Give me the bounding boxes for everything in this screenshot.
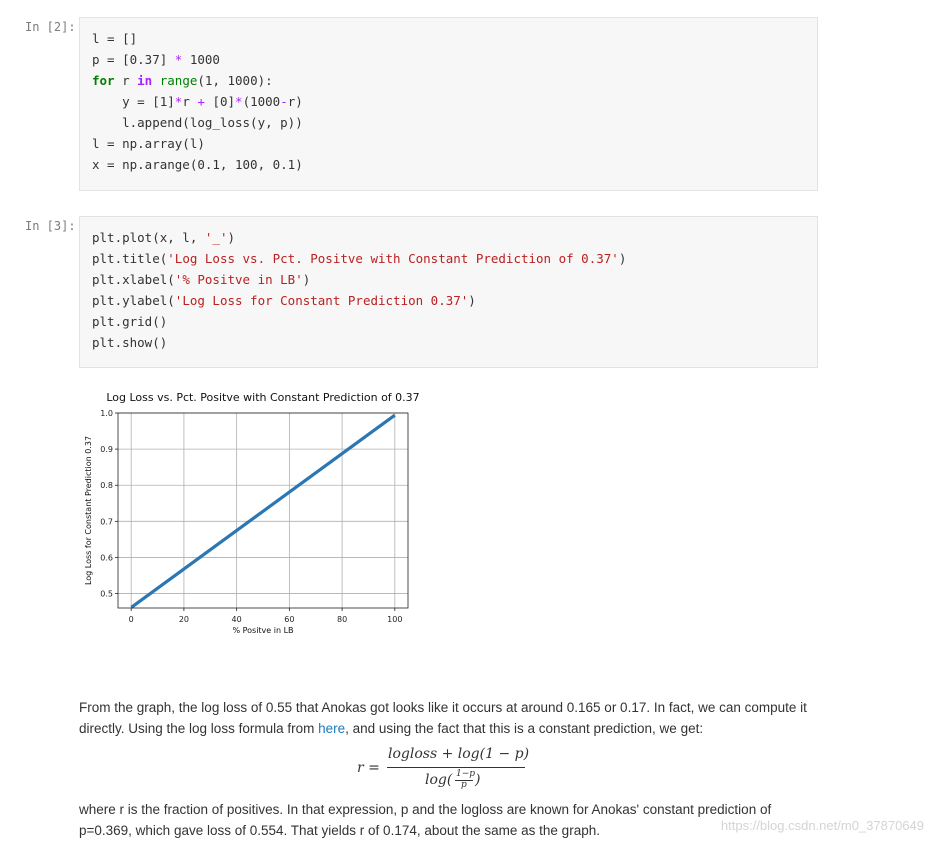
watermark: https://blog.csdn.net/m0_37870649 xyxy=(720,818,924,833)
series-line xyxy=(131,415,394,607)
code-cell[interactable] xyxy=(79,17,818,191)
code-line xyxy=(92,332,805,353)
code-token: - xyxy=(280,94,288,109)
formula-den-num: 1−p xyxy=(456,769,476,779)
code-token: (1, 1000): xyxy=(197,73,273,88)
code-token: ) xyxy=(618,251,627,266)
code-line xyxy=(92,112,805,133)
code-token: plt.grid() xyxy=(92,314,168,329)
code-token: l = [] xyxy=(92,31,138,46)
code-token: 1000 xyxy=(182,52,220,67)
code-token: l = np.array(l) xyxy=(92,136,205,151)
formula-numerator: logloss + log(1 − p) xyxy=(388,746,530,762)
output-plot xyxy=(80,385,440,635)
code-line xyxy=(92,49,805,70)
y-tick-label: 0.5 xyxy=(100,589,113,599)
code-token: plt.show() xyxy=(92,335,168,350)
y-tick-label: 0.9 xyxy=(100,445,113,455)
formula-lhs: r = xyxy=(357,760,380,776)
code-token: '% Positve in LB' xyxy=(174,272,303,287)
code-token: p = [0.37] xyxy=(92,52,175,67)
code-token: (1000 xyxy=(242,94,281,109)
code-line xyxy=(92,290,805,311)
formula-den-den: p xyxy=(461,780,467,790)
y-tick-label: 0.7 xyxy=(100,517,113,527)
code-token: range xyxy=(159,73,198,88)
code-token: r) xyxy=(287,94,303,109)
x-tick-label: 20 xyxy=(178,615,190,624)
here-link[interactable]: here xyxy=(318,721,346,736)
code-token: l.append(log_loss(y, p)) xyxy=(92,115,303,130)
code-token: y = [1] xyxy=(92,94,175,109)
code-token: in xyxy=(137,73,153,88)
code-token: * xyxy=(235,94,243,109)
code-token: + xyxy=(197,94,205,109)
code-token: 'Log Loss vs. Pct. Positve with Constant Prediction of 0.37' xyxy=(167,251,619,266)
code-line xyxy=(92,91,805,112)
x-tick-label: 0 xyxy=(128,615,134,624)
code-token: ) xyxy=(302,272,311,287)
code-line xyxy=(92,154,805,175)
fraction-bar xyxy=(387,767,525,768)
chart-title: Log Loss vs. Pct. Positve with Constant Prediction of 0.37 xyxy=(106,391,420,404)
paragraph-explanation: where r is the fraction of positives. In that expression, p and the logloss are known for Anokas' constant prediction of p=0.369, which gave loss of 0.554. That yields r of 0.174, about the same as the graph. xyxy=(79,802,772,838)
x-axis-label: % Positve in LB xyxy=(232,626,294,635)
paragraph-text: , and using the fact that this is a constant prediction, we get: xyxy=(345,721,704,736)
code-token: plt.ylabel( xyxy=(92,293,175,308)
code-line xyxy=(92,311,805,332)
code-line xyxy=(92,28,805,49)
x-tick-label: 100 xyxy=(387,615,403,624)
code-line xyxy=(92,248,805,269)
code-token: ) xyxy=(468,293,476,308)
cell-prompt: In [3]: xyxy=(25,219,76,233)
code-token: r xyxy=(182,94,198,109)
line-chart xyxy=(80,385,440,635)
x-tick-label: 40 xyxy=(231,615,242,624)
code-token: x = np.arange(0.1, 100, 0.1) xyxy=(92,157,303,172)
code-token: [0] xyxy=(204,94,236,109)
formula-den-suffix: ) xyxy=(475,772,481,788)
code-token: 'Log Loss for Constant Prediction 0.37' xyxy=(174,293,469,308)
paragraph-intro xyxy=(79,697,819,739)
code-token xyxy=(152,73,160,88)
code-line xyxy=(92,133,805,154)
code-cell[interactable] xyxy=(79,216,818,368)
y-tick-label: 0.6 xyxy=(100,553,113,563)
formula-den-prefix: log( xyxy=(425,772,453,788)
code-line xyxy=(92,227,805,248)
x-tick-label: 60 xyxy=(284,615,295,624)
code-token: plt.plot(x, l, xyxy=(92,230,205,245)
code-token: '_' xyxy=(204,230,228,245)
code-token: * xyxy=(174,94,183,109)
paragraph-text: From the graph, the log loss of 0.55 that Anokas got looks like it occurs at around 0.165 or 0.17. In fact, we can compute it directly. Using the log loss formula from xyxy=(79,700,807,736)
code-token: for xyxy=(92,73,115,88)
code-token: plt.title( xyxy=(92,251,168,266)
y-tick-label: 1.0 xyxy=(100,409,113,418)
code-token: r xyxy=(114,73,138,88)
y-tick-label: 0.8 xyxy=(100,481,113,491)
code-token: ) xyxy=(227,230,235,245)
code-line xyxy=(92,269,805,290)
code-token: plt.xlabel( xyxy=(92,272,175,287)
cell-prompt: In [2]: xyxy=(25,20,76,34)
formula xyxy=(355,745,555,795)
y-axis-label: Log Loss for Constant Prediction 0.37 xyxy=(84,435,93,586)
x-tick-label: 80 xyxy=(336,615,348,624)
code-line xyxy=(92,70,805,91)
code-token: * xyxy=(174,52,183,67)
